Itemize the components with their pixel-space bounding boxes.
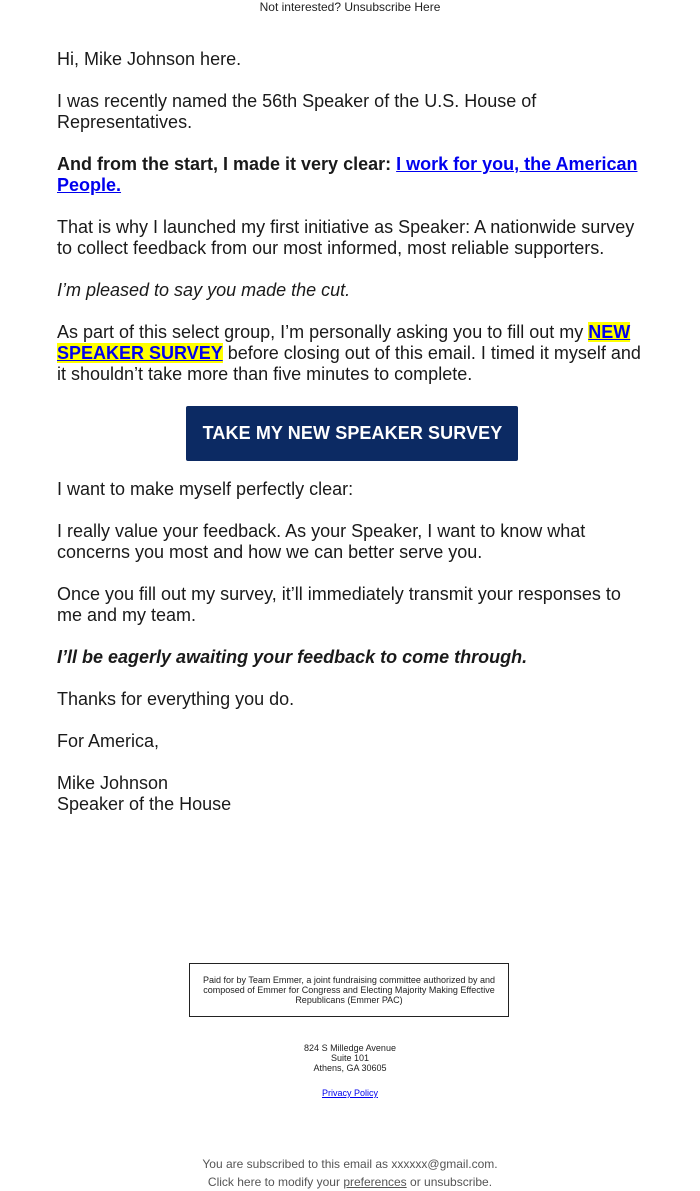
- paragraph-perfectly-clear: I want to make myself perfectly clear:: [57, 479, 354, 499]
- address-line-2: Suite 101: [330, 1053, 370, 1063]
- work-for-you-link[interactable]: I work for you, the American People.: [57, 154, 638, 195]
- paragraph-initiative: That is why I launched my first initiative as Speaker: A nationwide survey to collect feedback from our most informed, most reliable supporters.: [57, 217, 635, 258]
- paragraph-made-the-cut: I’m pleased to say you made the cut.: [57, 280, 351, 300]
- unsubscribe-link[interactable]: Not interested? Unsubscribe Here: [259, 0, 441, 14]
- modify-preferences-line: [0, 1173, 700, 1191]
- cta-container: [57, 406, 647, 461]
- paragraph-awaiting-feedback: I’ll be eagerly awaiting your feedback to come through.: [57, 647, 528, 667]
- new-speaker-survey-link[interactable]: NEW SPEAKER SURVEY: [57, 322, 631, 363]
- address-line-3: Athens, GA 30605: [313, 1063, 387, 1073]
- survey-request-text-after: before closing out of this email. I timed it myself and it shouldn’t take more than five minutes to complete.: [57, 343, 641, 384]
- email-body: [57, 49, 647, 836]
- paid-for-disclaimer: Paid for by Team Emmer, a joint fundraising committee authorized by and composed of Emmer for Congress and Electing Majority Making Effective Republicans (Emmer PAC): [189, 963, 509, 1017]
- signature: [57, 773, 647, 815]
- modify-suffix: or unsubscribe.: [406, 1175, 493, 1189]
- address-line-1: 824 S Milledge Avenue: [304, 1043, 396, 1053]
- signoff: For America,: [57, 731, 160, 751]
- survey-request-text-before: As part of this select group, I’m personally asking you to fill out my: [57, 322, 589, 342]
- preferences-link[interactable]: preferences: [343, 1175, 407, 1189]
- paragraph-thanks: Thanks for everything you do.: [57, 689, 295, 709]
- take-survey-button[interactable]: TAKE MY NEW SPEAKER SURVEY: [186, 406, 519, 461]
- privacy-container: [0, 1088, 700, 1098]
- paragraph-value-feedback: I really value your feedback. As your Speaker, I want to know what concerns you most and how we can better serve you.: [57, 521, 586, 562]
- paragraph-transmit-responses: Once you fill out my survey, it’ll immediately transmit your responses to me and my team.: [57, 584, 621, 625]
- paragraph-survey-request: [57, 322, 647, 385]
- subscribed-notice: You are subscribed to this email as xxxxxx@gmail.com.: [202, 1157, 498, 1171]
- modify-prefix: Click here to modify your: [207, 1175, 344, 1189]
- signature-name: Mike Johnson: [57, 773, 169, 793]
- bold-statement: And from the start, I made it very clear:: [57, 154, 397, 174]
- privacy-policy-link[interactable]: Privacy Policy: [321, 1088, 378, 1098]
- signature-title: Speaker of the House: [57, 794, 232, 814]
- mailing-address: [0, 1043, 700, 1073]
- paragraph-speaker-named: I was recently named the 56th Speaker of the U.S. House of Representatives.: [57, 91, 537, 132]
- greeting: Hi, Mike Johnson here.: [57, 49, 242, 69]
- paragraph-work-for-you: [57, 154, 647, 196]
- subscription-footer: [0, 1155, 700, 1191]
